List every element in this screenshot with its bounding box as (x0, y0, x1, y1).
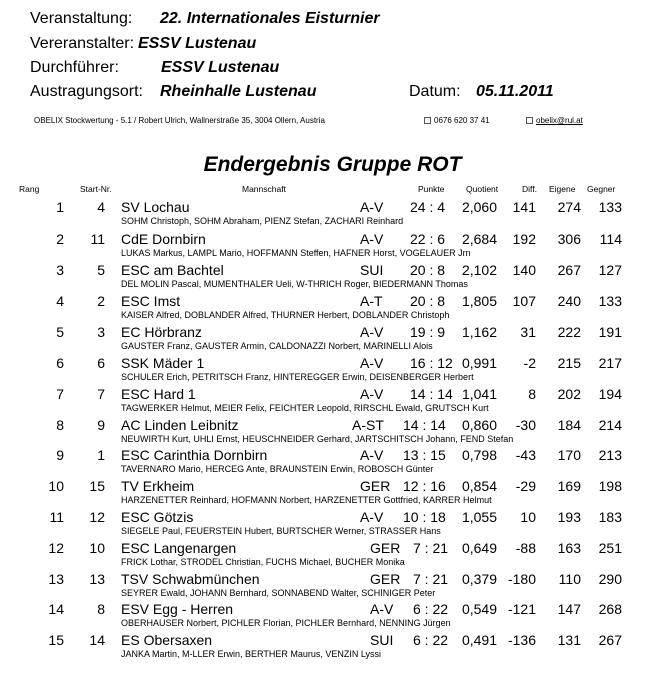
cell-quotient: 0,854 (461, 478, 497, 494)
cell-opp: 191 (598, 324, 622, 340)
cell-diff: 141 (512, 199, 536, 215)
cell-nation: GER (360, 478, 391, 494)
cell-nation: SUI (370, 632, 394, 648)
cell-own: 193 (557, 509, 581, 525)
table-row (0, 571, 650, 602)
cell-team: ESC Hard 1 (121, 386, 196, 402)
cell-rank: 4 (56, 293, 64, 309)
cell-rank: 3 (56, 262, 64, 278)
contact-phone: 0676 620 37 41 (434, 116, 490, 125)
cell-own: 202 (557, 386, 581, 402)
cell-team: SSK Mäder 1 (121, 355, 205, 371)
cell-points: 10 : 18 (403, 509, 446, 525)
event-value: 22. Internationales Eisturnier (160, 10, 380, 27)
cell-nation: A-V (360, 231, 384, 247)
cell-players: LUKAS Markus, LAMPL Mario, HOFFMANN Steffen, HAFNER Horst, VOGELAUER Jrn (121, 248, 471, 258)
cell-points: 22 : 6 (410, 231, 446, 247)
cell-quotient: 0,991 (461, 355, 497, 371)
cell-own: 222 (557, 324, 581, 340)
cell-start: 4 (97, 199, 105, 215)
cell-nation: A-V (360, 355, 384, 371)
cell-opp: 133 (598, 293, 622, 309)
cell-nation: GER (370, 571, 401, 587)
col-points: Punkte (418, 184, 445, 194)
cell-points: 12 : 16 (403, 478, 446, 494)
cell-team: EC Hörbranz (121, 324, 202, 340)
cell-players: NEUWIRTH Kurt, UHLI Ernst, HEUSCHNEIDER Gerhard, JARTSCHITSCH Johann, FEND Stefan (121, 434, 514, 444)
cell-quotient: 0,379 (461, 571, 497, 587)
cell-rank: 1 (56, 199, 64, 215)
contact-email[interactable]: obelix@rul.at (536, 116, 583, 125)
cell-players: GAUSTER Franz, GAUSTER Armin, CALDONAZZI Norbert, MARINELLI Alois (121, 341, 433, 351)
col-diff: Diff. (522, 184, 537, 194)
cell-start: 1 (97, 447, 105, 463)
cell-diff: -136 (507, 632, 536, 648)
cell-points: 6 : 22 (413, 632, 449, 648)
cell-points: 19 : 9 (410, 324, 446, 340)
cell-start: 11 (90, 231, 105, 247)
cell-rank: 11 (49, 509, 64, 525)
cell-diff: 31 (520, 324, 536, 340)
cell-diff: -30 (515, 417, 536, 433)
cell-own: 163 (557, 540, 581, 556)
cell-opp: 268 (598, 601, 622, 617)
cell-diff: -88 (515, 540, 536, 556)
cell-opp: 133 (598, 199, 622, 215)
table-row (0, 293, 650, 324)
cell-nation: A-V (360, 509, 384, 525)
cell-team: ES Obersaxen (121, 632, 213, 648)
date-label: Datum: (409, 83, 461, 100)
cell-quotient: 0,549 (461, 601, 497, 617)
cell-points: 7 : 21 (413, 540, 449, 556)
cell-rank: 6 (56, 355, 64, 371)
cell-own: 147 (557, 601, 581, 617)
cell-opp: 194 (598, 386, 622, 402)
cell-players: SCHULER Erich, PETRITSCH Franz, HINTEREGGER Erwin, DEISENBERGER Herbert (121, 372, 474, 382)
cell-nation: A-V (360, 199, 384, 215)
cell-points: 7 : 21 (413, 571, 449, 587)
cell-points: 6 : 22 (413, 601, 449, 617)
cell-points: 13 : 15 (403, 447, 446, 463)
cell-start: 2 (97, 293, 105, 309)
cell-start: 15 (89, 478, 105, 494)
cell-opp: 290 (598, 571, 622, 587)
cell-nation: A-V (360, 386, 384, 402)
cell-opp: 251 (598, 540, 622, 556)
cell-players: HARZENETTER Reinhard, HOFMANN Norbert, HARZENETTER Gottfried, KARRER Helmut (121, 495, 492, 505)
cell-start: 10 (89, 540, 105, 556)
cell-quotient: 1,041 (461, 386, 497, 402)
cell-quotient: 0,649 (461, 540, 497, 556)
cell-players: KAISER Alfred, DOBLANDER Alfred, THURNER Herbert, DOBLANDER Christoph (121, 310, 450, 320)
table-row (0, 386, 650, 417)
cell-quotient: 2,684 (461, 231, 497, 247)
table-row (0, 509, 650, 540)
cell-quotient: 0,860 (461, 417, 497, 433)
cell-own: 184 (557, 417, 581, 433)
cell-start: 3 (97, 324, 105, 340)
cell-diff: -2 (523, 355, 536, 371)
date-value: 05.11.2011 (476, 83, 554, 100)
organizer-label: Vereranstalter: (30, 35, 135, 52)
cell-rank: 15 (48, 632, 64, 648)
cell-start: 12 (89, 509, 105, 525)
col-start-no: Start-Nr. (80, 184, 112, 194)
phone-icon (424, 117, 431, 124)
cell-opp: 198 (598, 478, 622, 494)
cell-diff: 140 (512, 262, 536, 278)
cell-diff: -180 (507, 571, 536, 587)
email-icon (526, 117, 533, 124)
cell-own: 215 (557, 355, 581, 371)
table-row (0, 601, 650, 632)
cell-points: 14 : 14 (410, 386, 453, 402)
cell-own: 169 (557, 478, 581, 494)
cell-quotient: 1,805 (461, 293, 497, 309)
cell-players: JANKA Martin, M-LLER Erwin, BERTHER Maurus, VENZIN Lyssi (121, 649, 382, 659)
table-row (0, 324, 650, 355)
table-row (0, 355, 650, 386)
cell-opp: 114 (599, 231, 622, 247)
cell-opp: 214 (598, 417, 622, 433)
cell-opp: 267 (598, 632, 622, 648)
contact-email-group (526, 116, 583, 125)
cell-points: 14 : 14 (403, 417, 446, 433)
cell-rank: 12 (48, 540, 64, 556)
cell-players: SIEGELE Paul, FEUERSTEIN Hubert, BURTSCHER Werner, STRASSER Hans (121, 526, 441, 536)
cell-nation: GER (370, 540, 401, 556)
cell-players: SOHM Christoph, SOHM Abraham, PIENZ Stefan, ZACHARI Reinhard (121, 216, 404, 226)
cell-rank: 8 (56, 417, 64, 433)
cell-diff: 192 (512, 231, 536, 247)
cell-opp: 127 (598, 262, 622, 278)
cell-start: 7 (97, 386, 105, 402)
cell-quotient: 2,102 (461, 262, 497, 278)
cell-quotient: 2,060 (461, 199, 497, 215)
cell-diff: 8 (528, 386, 536, 402)
cell-rank: 10 (48, 478, 64, 494)
cell-own: 306 (557, 231, 581, 247)
cell-start: 13 (89, 571, 105, 587)
cell-nation: A-V (370, 601, 394, 617)
cell-rank: 14 (48, 601, 64, 617)
col-opp: Gegner (587, 184, 616, 194)
cell-diff: -29 (515, 478, 536, 494)
cell-quotient: 1,162 (461, 324, 497, 340)
cell-quotient: 0,491 (461, 632, 497, 648)
cell-team: TV Erkheim (121, 478, 195, 494)
cell-players: FRICK Lothar, STRODEL Christian, FUCHS Michael, BUCHER Monika (121, 557, 405, 567)
cell-start: 14 (89, 632, 105, 648)
cell-own: 240 (557, 293, 581, 309)
cell-start: 9 (97, 417, 105, 433)
cell-rank: 5 (56, 324, 64, 340)
table-row (0, 632, 650, 663)
cell-opp: 213 (598, 447, 622, 463)
cell-team: ESV Egg - Herren (121, 601, 234, 617)
table-row (0, 540, 650, 571)
cell-nation: A-T (360, 293, 383, 309)
cell-nation: A-V (360, 324, 384, 340)
cell-own: 131 (557, 632, 581, 648)
cell-own: 267 (557, 262, 581, 278)
cell-opp: 217 (598, 355, 622, 371)
cell-nation: SUI (360, 262, 384, 278)
table-row (0, 447, 650, 478)
cell-start: 5 (97, 262, 105, 278)
col-own: Eigene (549, 184, 576, 194)
cell-players: TAGWERKER Helmut, MEIER Felix, FEICHTER Leopold, RIRSCHL Ewald, GRUTSCH Kurt (121, 403, 489, 413)
venue-value: Rheinhalle Lustenau (160, 83, 317, 100)
executor-value: ESSV Lustenau (161, 59, 280, 76)
table-row (0, 417, 650, 448)
cell-team: ESC am Bachtel (121, 262, 224, 278)
table-row (0, 199, 650, 230)
cell-team: ESC Imst (121, 293, 181, 309)
event-label: Veranstaltung: (30, 10, 133, 27)
cell-players: OBERHAUSER Norbert, PICHLER Florian, PICHLER Bernhard, NENNING Jürgen (121, 618, 451, 628)
cell-team: ESC Götzis (121, 509, 194, 525)
cell-start: 8 (97, 601, 105, 617)
cell-team: SV Lochau (121, 199, 190, 215)
col-team: Mannschaft (242, 184, 286, 194)
cell-team: CdE Dornbirn (121, 231, 206, 247)
cell-own: 110 (558, 571, 581, 587)
cell-rank: 13 (48, 571, 64, 587)
cell-rank: 9 (56, 447, 64, 463)
cell-points: 24 : 4 (410, 199, 446, 215)
cell-team: ESC Langenargen (121, 540, 237, 556)
contact-phone-group (424, 116, 490, 125)
cell-team: AC Linden Leibnitz (121, 417, 239, 433)
cell-points: 16 : 12 (410, 355, 453, 371)
cell-points: 20 : 8 (410, 262, 446, 278)
cell-diff: -121 (507, 601, 536, 617)
cell-start: 6 (97, 355, 105, 371)
cell-team: TSV Schwabmünchen (121, 571, 260, 587)
cell-rank: 2 (56, 231, 64, 247)
venue-label: Austragungsort: (30, 83, 143, 100)
cell-diff: 107 (512, 293, 536, 309)
col-rank: Rang (19, 184, 40, 194)
cell-diff: 10 (520, 509, 536, 525)
cell-quotient: 0,798 (461, 447, 497, 463)
cell-team: ESC Carinthia Dornbirn (121, 447, 268, 463)
cell-players: DEL MOLIN Pascal, MUMENTHALER Ueli, W-THRICH Roger, BIEDERMANN Thomas (121, 279, 468, 289)
cell-players: TAVERNARO Mario, HERCEG Ante, BRAUNSTEIN Erwin, ROBOSCH Günter (121, 464, 434, 474)
cell-own: 274 (557, 199, 581, 215)
cell-own: 170 (557, 447, 581, 463)
cell-opp: 183 (598, 509, 622, 525)
cell-quotient: 1,055 (461, 509, 497, 525)
cell-points: 20 : 8 (410, 293, 446, 309)
organizer-value: ESSV Lustenau (138, 35, 257, 52)
cell-nation: A-ST (352, 417, 384, 433)
table-row (0, 231, 650, 262)
executor-label: Durchführer: (30, 59, 119, 76)
col-quotient: Quotient (466, 184, 499, 194)
cell-diff: -43 (515, 447, 536, 463)
cell-rank: 7 (56, 386, 64, 402)
cell-players: SEYRER Ewald, JOHANN Bernhard, SONNABEND Walter, SCHاNIGER Peter (121, 588, 436, 598)
page-title: Endergebnis Gruppe ROT (203, 153, 462, 176)
table-row (0, 478, 650, 509)
table-row (0, 262, 650, 293)
contact-address: OBELIX Stockwertung - 5.1 / Robert Ulrich, Wallnerstraße 35, 3004 Ollern, Austria (34, 116, 325, 125)
cell-nation: A-V (360, 447, 384, 463)
